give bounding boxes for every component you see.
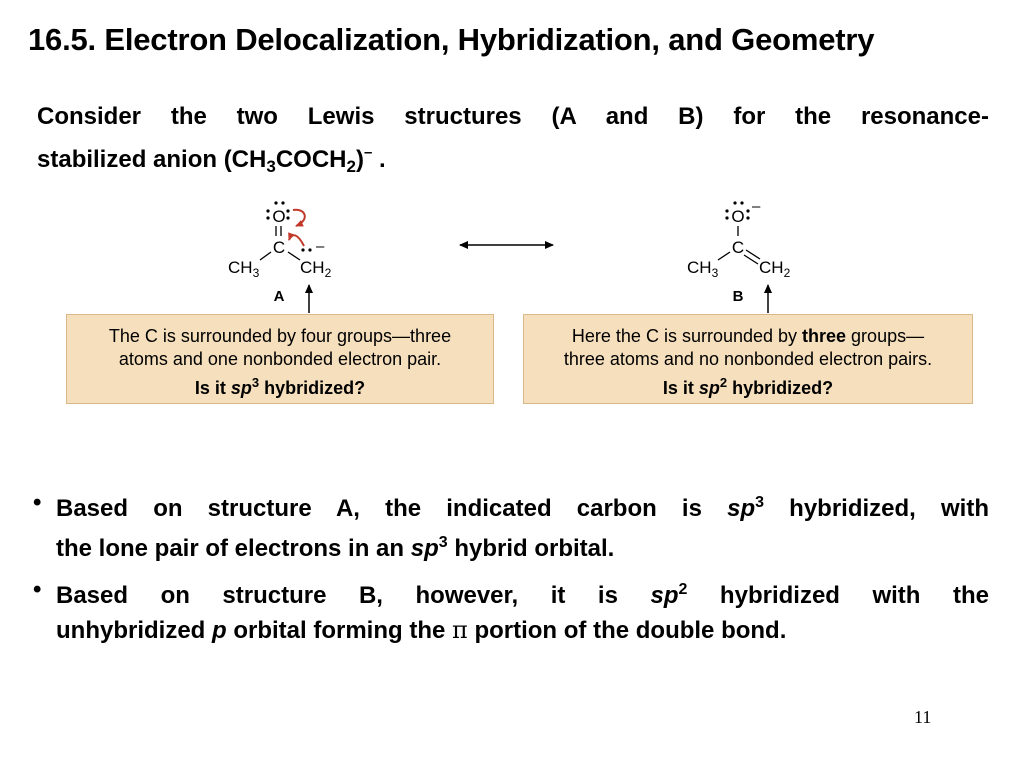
intro-charge: – xyxy=(363,144,373,161)
bullet-1-sp: sp xyxy=(727,495,756,522)
o-a-lonepair-dot xyxy=(281,201,284,204)
ch2-a-lonepair-dot xyxy=(308,248,311,251)
bullet-2-line-1-prefix: Based on structure B, however, it is xyxy=(56,582,651,609)
bullet-2-line-2-prefix: unhybridized xyxy=(56,617,212,644)
o-a-lonepair-dot xyxy=(286,216,289,219)
o-a-lonepair-dot xyxy=(266,216,269,219)
structure-b-label: B xyxy=(732,288,744,305)
box-b-q-exp: 2 xyxy=(719,375,728,390)
bullet-1-line-1-prefix: Based on structure A, the indicated carbon is xyxy=(56,495,728,522)
structure-a-label: A xyxy=(273,288,285,305)
box-a-q-sp: sp xyxy=(230,378,252,398)
explanation-box-b xyxy=(523,314,973,404)
bullet-1-line-1 xyxy=(56,486,989,526)
bullet-marker: • xyxy=(33,576,42,603)
page-number: 11 xyxy=(914,707,932,727)
charge-b: – xyxy=(752,198,761,215)
intro-formula-close: ) xyxy=(355,146,364,173)
bullet-1-sp2: sp xyxy=(410,535,439,562)
box-a-question xyxy=(67,371,493,400)
bullet-1-line-2 xyxy=(56,526,989,566)
bullet-1-exp2: 3 xyxy=(438,534,448,551)
bullet-1-line-1-suffix: hybridized, with xyxy=(764,495,989,522)
o-b-lonepair-dot xyxy=(733,201,736,204)
intro-formula-mid: COCH xyxy=(275,146,347,173)
bond-c-ch3-b xyxy=(718,252,730,260)
slide-title: 16.5. Electron Delocalization, Hybridization, and Geometry xyxy=(28,22,875,57)
bond-c-ch3-a xyxy=(260,252,271,260)
bond-c-ch2-a xyxy=(288,252,300,260)
explanation-box-a xyxy=(66,314,494,404)
box-a-q-exp: 3 xyxy=(251,375,260,390)
carbon-b-symbol: C xyxy=(731,238,745,257)
box-a-line-1: The C is surrounded by four groups—three xyxy=(108,326,452,346)
o-b-lonepair-dot xyxy=(740,201,743,204)
ch3-b: $CH_3$ xyxy=(687,258,719,280)
bullet-2-line-2-suffix: portion of the double bond. xyxy=(467,617,787,644)
intro-line-1: Consider the two Lewis structures (A and B) for the resonance- xyxy=(37,103,989,130)
pi-symbol: π xyxy=(452,616,468,644)
oxygen-b-symbol: O xyxy=(731,207,745,226)
ch2-b: $CH_2$ xyxy=(759,258,791,280)
bullet-2-exp: 2 xyxy=(678,581,688,598)
bullet-list xyxy=(28,486,989,655)
bullet-1-line-2-prefix: the lone pair of electrons in an xyxy=(56,535,411,562)
structure-b xyxy=(687,198,791,313)
bullet-2-line-2-mid: orbital forming the xyxy=(226,617,452,644)
o-b-lonepair-dot xyxy=(746,216,749,219)
red-curved-arrow-pi xyxy=(293,210,305,226)
box-b-question xyxy=(524,371,972,400)
ch3-a: $CH_3$ xyxy=(228,258,260,280)
bullet-2-sp: sp xyxy=(650,582,679,609)
o-b-lonepair-dot xyxy=(725,209,728,212)
intro-formula-start: stabilized anion (CH xyxy=(37,146,267,173)
o-a-lonepair-dot xyxy=(274,201,277,204)
box-b-line-1 xyxy=(524,325,972,348)
box-a-q-prefix: Is it xyxy=(194,378,231,398)
o-b-lonepair-dot xyxy=(746,209,749,212)
intro-subscript-3: 3 xyxy=(266,157,276,176)
bullet-item-1 xyxy=(28,486,989,566)
box-b-line-1-bold: three xyxy=(802,326,847,346)
red-curved-arrow-lonepair xyxy=(289,235,304,246)
o-b-lonepair-dot xyxy=(725,216,728,219)
box-a-line-2: atoms and one nonbonded electron pair. xyxy=(118,349,442,369)
structure-a xyxy=(228,201,332,313)
box-b-q-suffix: hybridized? xyxy=(727,378,834,398)
bullet-marker: • xyxy=(33,489,42,516)
bullet-1-line-2-suffix: hybrid orbital. xyxy=(447,535,615,562)
box-b-line-1-suffix: groups— xyxy=(846,326,925,346)
ch2-a: $CH_2$ xyxy=(300,258,332,280)
bullet-2-line-1 xyxy=(56,573,989,613)
o-a-lonepair-dot xyxy=(266,209,269,212)
bullet-2-line-1-suffix: hybridized with the xyxy=(687,582,989,609)
box-b-q-prefix: Is it xyxy=(662,378,699,398)
carbon-a-symbol: C xyxy=(272,238,286,257)
bullet-1-exp: 3 xyxy=(755,494,765,511)
box-b-line-2: three atoms and no nonbonded electron pairs. xyxy=(563,349,933,369)
intro-subscript-2: 2 xyxy=(346,157,356,176)
intro-end: . xyxy=(372,146,386,173)
bullet-item-2 xyxy=(28,573,989,648)
box-a-q-suffix: hybridized? xyxy=(259,378,366,398)
ch2-a-lonepair-dot xyxy=(301,248,304,251)
o-a-lonepair-dot xyxy=(286,209,289,212)
oxygen-a-symbol: O xyxy=(272,207,286,226)
bullet-2-p: p xyxy=(212,617,227,644)
box-b-line-1-prefix: Here the C is surrounded by xyxy=(571,326,803,346)
box-b-q-sp: sp xyxy=(698,378,720,398)
bullet-2-line-2 xyxy=(56,613,989,648)
charge-a: – xyxy=(316,238,325,255)
